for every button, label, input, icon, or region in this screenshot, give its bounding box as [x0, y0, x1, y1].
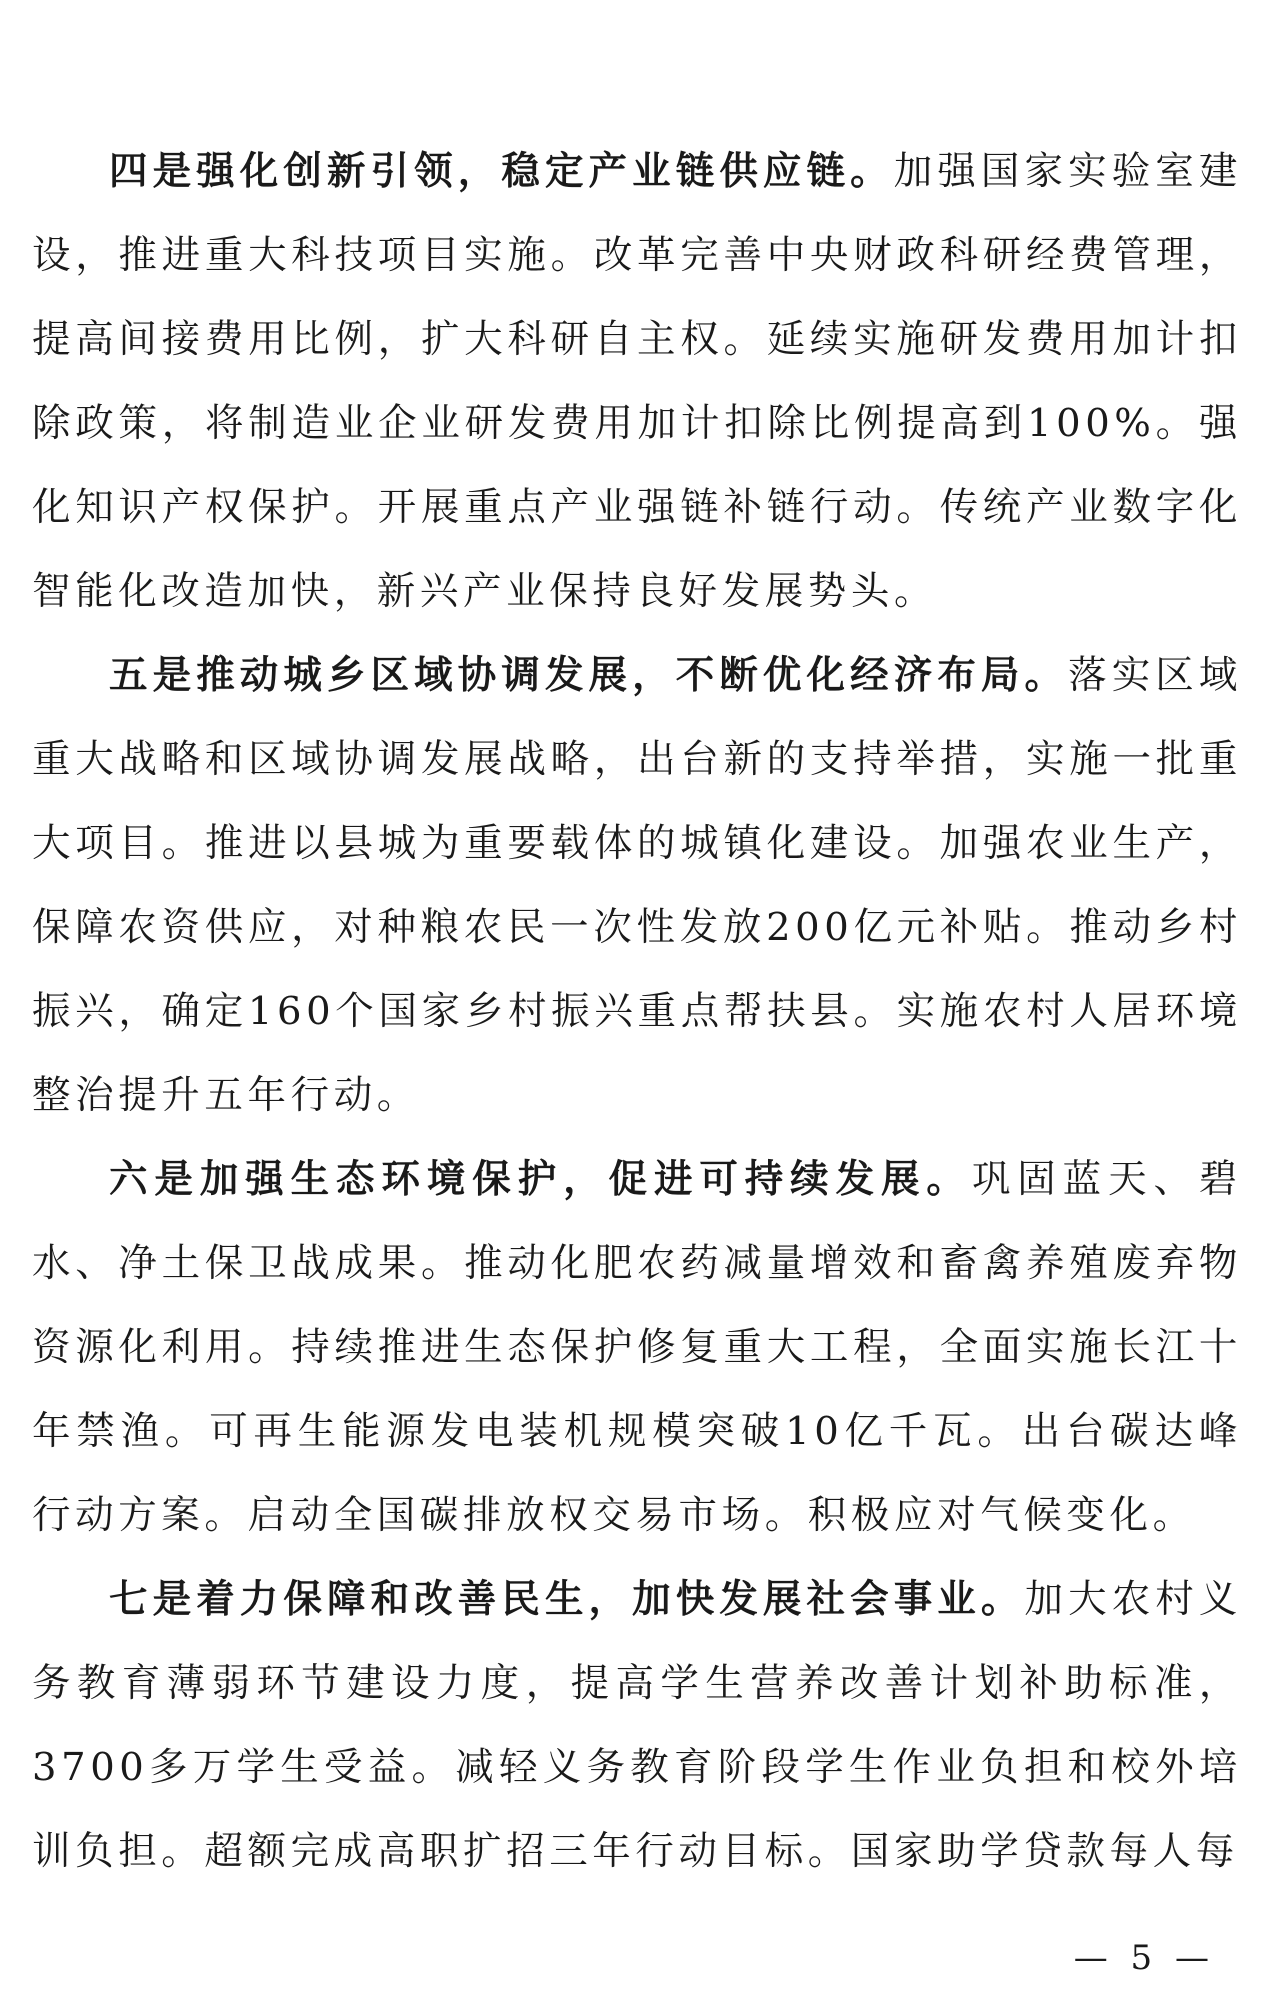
- paragraph-lead: 五是推动城乡区域协调发展，不断优化经济布局。: [109, 653, 1069, 698]
- page-number: — 5 —: [1073, 1938, 1215, 1978]
- paragraph-ecology: [32, 1138, 1242, 1558]
- paragraph-body: 加大农村义务教育薄弱环节建设力度，提高学生营养改善计划补助标准，3700多万学生受益。减轻义务教育阶段学生作业负担和校外培训负担。超额完成高职扩招三年行动目标。国家助学贷款每人每: [32, 1577, 1242, 1874]
- paragraph-regional-development: [32, 634, 1242, 1138]
- paragraph-innovation: [32, 130, 1242, 634]
- paragraph-lead: 四是强化创新引领，稳定产业链供应链。: [109, 149, 894, 194]
- paragraph-livelihood: [32, 1558, 1242, 1894]
- paragraph-body: 加强国家实验室建设，推进重大科技项目实施。改革完善中央财政科研经费管理，提高间接费用比例，扩大科研自主权。延续实施研发费用加计扣除政策，将制造业企业研发费用加计扣除比例提高到100%。强化知识产权保护。开展重点产业强链补链行动。传统产业数字化智能化改造加快，新兴产业保持良好发展势头。: [32, 149, 1242, 614]
- document-page: [32, 130, 1242, 1894]
- paragraph-lead: 七是着力保障和改善民生，加快发展社会事业。: [109, 1577, 1025, 1622]
- paragraph-body: 巩固蓝天、碧水、净土保卫战成果。推动化肥农药减量增效和畜禽养殖废弃物资源化利用。持续推进生态保护修复重大工程，全面实施长江十年禁渔。可再生能源发电装机规模突破10亿千瓦。出台碳达峰行动方案。启动全国碳排放权交易市场。积极应对气候变化。: [32, 1157, 1242, 1538]
- paragraph-lead: 六是加强生态环境保护，促进可持续发展。: [109, 1157, 972, 1202]
- paragraph-body: 落实区域重大战略和区域协调发展战略，出台新的支持举措，实施一批重大项目。推进以县城为重要载体的城镇化建设。加强农业生产，保障农资供应，对种粮农民一次性发放200亿元补贴。推动乡村振兴，确定160个国家乡村振兴重点帮扶县。实施农村人居环境整治提升五年行动。: [32, 653, 1242, 1118]
